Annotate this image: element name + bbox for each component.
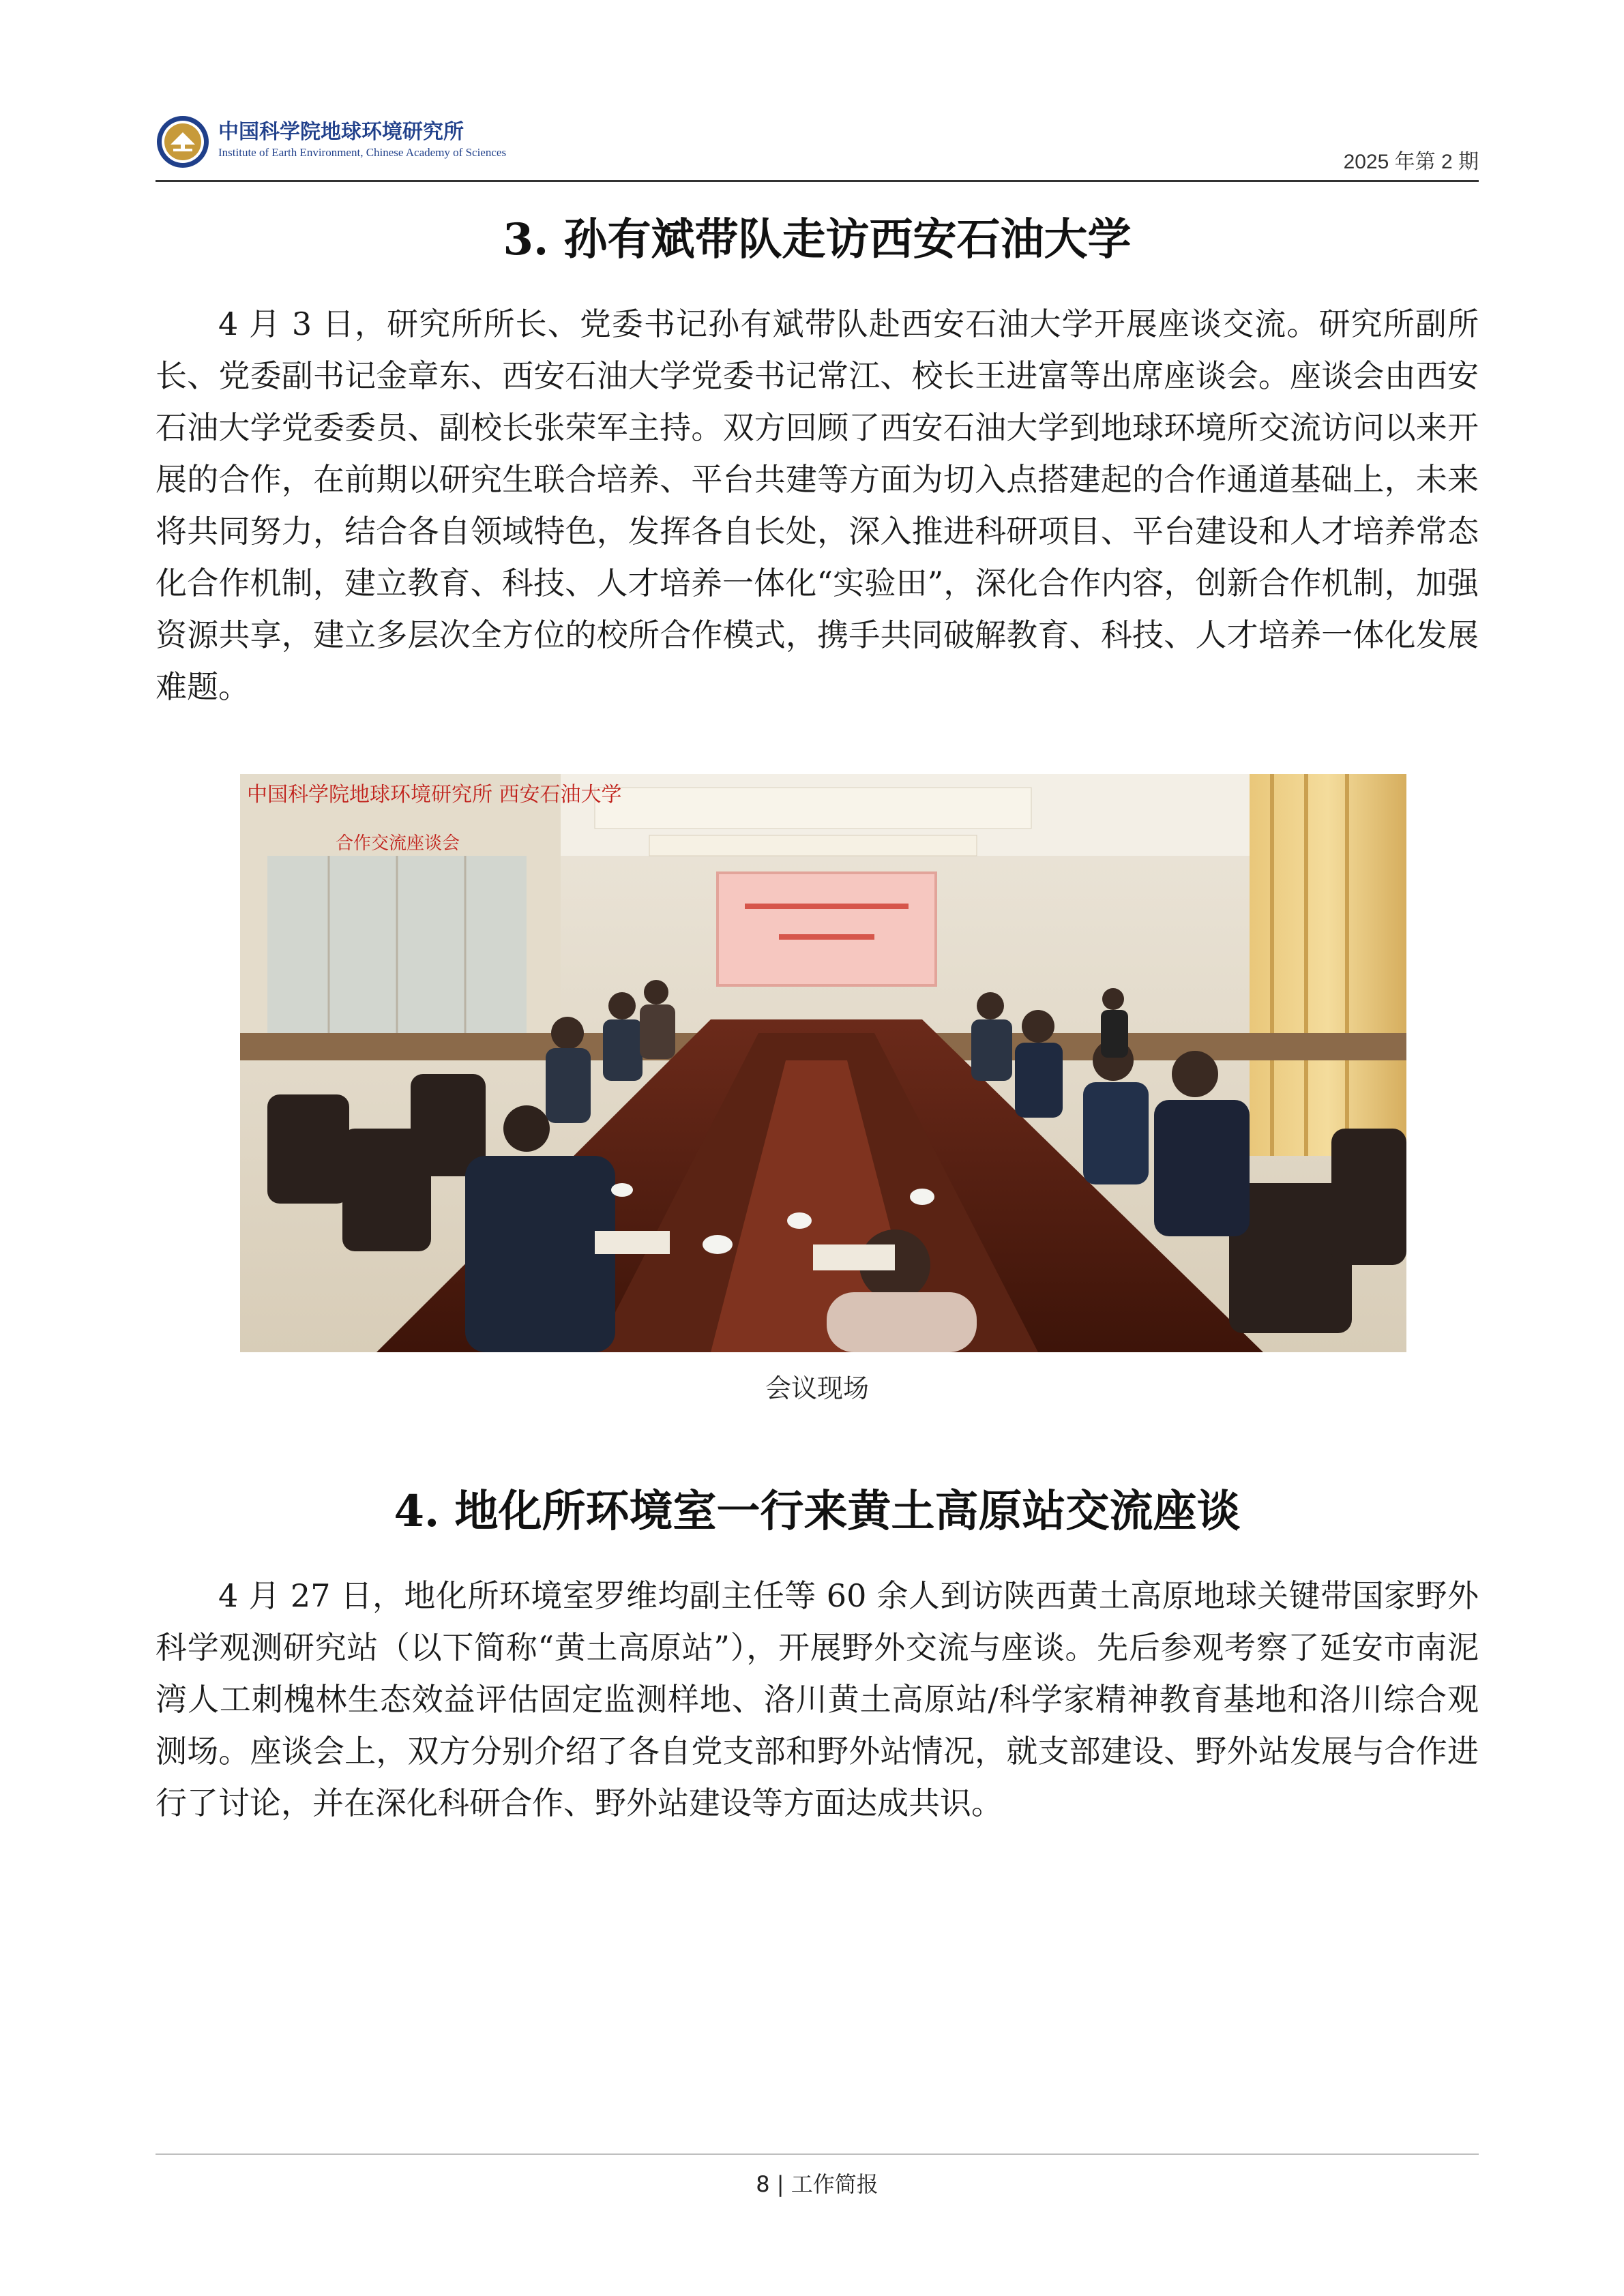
section-4-paragraph: 4 月 27 日，地化所环境室罗维均副主任等 60 余人到访陕西黄土高原地球关键带国家野外科学观测研究站（以下简称“黄土高原站”），开展野外交流与座谈。先后参观考察了延安市南泥湾人工刺槐林生态效益评估固定监测样地、洛川黄土高原站/科学家精神教育基地和洛川综合观测场。座谈会上，双方分别介绍了各自党支部和野外站情况，就支部建设、野外站发展与合作进行了讨论，并在深化科研合作、野外站建设等方面达成共识。 (156, 1577, 1479, 1821)
institute-logo-icon (156, 115, 210, 169)
section-4-title: 4. 地化所环境室一行来黄土高原站交流座谈 (394, 1486, 1241, 1537)
meeting-photo (240, 774, 1406, 1352)
org-name-en: Institute of Earth Environment, Chinese Academy of Sciences (218, 146, 507, 159)
section-3-paragraph: 4 月 3 日，研究所所长、党委书记孙有斌带队赴西安石油大学开展座谈交流。研究所副所长、党委副书记金章东、西安石油大学党委书记常江、校长王进富等出席座谈会。座谈会由西安石油大学党委委员、副校长张荣军主持。双方回顾了西安石油大学到地球环境所交流访问以来开展的合作，在前期以研究生联合培养、平台共建等方面为切入点搭建起的合作通道基础上，未来将共同努力，结合各自领域特色，发挥各自长处，深入推进科研项目、平台建设和人才培养常态化合作机制，建立教育、科技、人才培养一体化“实验田”，深化合作内容，创新合作机制，加强资源共享，建立多层次全方位的校所合作模式，携手共同破解教育、科技、人才培养一体化发展难题。 (156, 305, 1479, 705)
banner-line-1: 中国科学院地球环境研究所 西安石油大学 (247, 783, 622, 807)
photo-caption: 会议现场 (765, 1373, 869, 1403)
issue-label: 2025 年第 2 期 (1343, 151, 1479, 173)
section-3-title: 3. 孙有斌带队走访西安石油大学 (503, 214, 1132, 265)
page-header (156, 109, 1479, 181)
footer-separator: | (776, 2171, 784, 2197)
header-divider (156, 180, 1479, 182)
banner-line-2: 合作交流座谈会 (336, 833, 460, 854)
org-name-cn: 中国科学院地球环境研究所 (218, 120, 464, 144)
footer-label: 工作简报 (791, 2171, 879, 2197)
footer-divider (156, 2153, 1479, 2155)
page-number: 8 (756, 2171, 770, 2197)
page-footer (156, 2167, 1479, 2198)
